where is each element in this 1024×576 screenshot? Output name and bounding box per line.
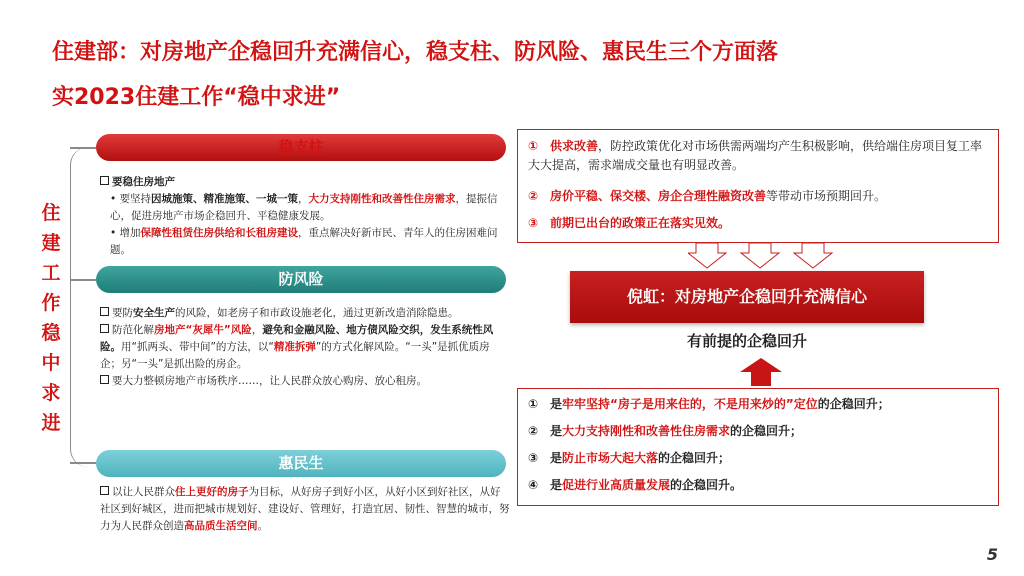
bracket-line (70, 147, 97, 467)
page-title-line2: 实2023住建工作“稳中求进” (52, 85, 341, 110)
item-number: ① (528, 397, 539, 411)
text: 要防 (112, 307, 133, 319)
highlight-text: 房价平稳、保交楼、房企合理性融资改善 (550, 189, 767, 203)
text: ， (298, 193, 309, 205)
bold-text: 安全生产 (133, 307, 175, 319)
text: 以让人民群众 (112, 486, 175, 498)
checkbox-square-icon (100, 375, 109, 384)
vertical-char: 中 (41, 352, 61, 374)
down-arrow-icon (741, 243, 779, 268)
bottom-right-box (517, 388, 999, 506)
text: ，重点解决好新市民、青年人的住房困难问题。 (110, 227, 498, 256)
list-item (528, 395, 990, 414)
top-right-box (517, 129, 999, 243)
checkbox-square-icon (100, 176, 109, 185)
checkbox-square-icon (100, 486, 109, 495)
highlight-text: 房地产“灰犀牛”风险 (154, 324, 252, 336)
list-item (528, 422, 990, 441)
text: 用“抓两头、带中间”的方法，以“ (121, 341, 274, 353)
vertical-char: 住 (41, 202, 61, 224)
list-item (528, 449, 990, 468)
text: 是 (550, 478, 563, 492)
vertical-label (38, 198, 64, 438)
section-header-wenzhizhu: 稳支柱 (96, 134, 506, 161)
highlight-text: 前期已出台的政策正在落实见效。 (550, 216, 731, 230)
text: 是 (550, 451, 563, 465)
text: 的风险，如老房子和市政设施老化，通过更新改造消除隐患。 (175, 307, 459, 319)
vertical-char: 进 (41, 412, 61, 434)
item-number: ④ (528, 478, 539, 492)
section-body-fangfengxian (100, 305, 510, 390)
text: ”的方式化解风险。“一头”是抓优质房企；另“一头”是抓出险的房企。 (100, 341, 490, 370)
highlight-text: 大力支持刚性和改善性住房需求 (562, 424, 731, 438)
bracket-tick (70, 147, 96, 149)
page-number: 5 (986, 545, 998, 564)
highlight-text: 大力支持刚性和改善性住房需求 (308, 193, 456, 205)
highlight-text: 供求改善 (550, 139, 599, 153)
text: 增加 (119, 227, 141, 239)
highlight-text: 精准拆弹 (273, 341, 316, 353)
page-title-line1: 住建部：对房地产企稳回升充满信心，稳支柱、防风险、惠民生三个方面落 (52, 40, 779, 65)
text: 是 (550, 397, 563, 411)
item-number: ② (528, 424, 539, 438)
checkbox-square-icon (100, 307, 109, 316)
bold-text: 避免和金融风险、地方债风险交织，发生系统性风险。 (100, 324, 494, 353)
down-arrows-icon (688, 241, 848, 271)
text: 的企稳回升； (817, 397, 890, 411)
section-body-huiminsheng (100, 484, 510, 535)
highlight-text: 防止市场大起大落 (562, 451, 659, 465)
vertical-char: 工 (41, 262, 61, 284)
highlight-text: 住上更好的房子 (175, 486, 249, 498)
item-number: ③ (528, 451, 539, 465)
text: ， (251, 324, 263, 336)
list-item (528, 137, 990, 175)
text: 防范化解 (112, 324, 154, 336)
text: ，提振信心，促进房地产市场企稳回升、平稳健康发展。 (110, 193, 498, 222)
bold-text: 因城施策、精准施策、一城一策 (151, 193, 299, 205)
center-banner: 倪虹：对房地产企稳回升充满信心 (570, 271, 924, 323)
text: 。 (257, 520, 268, 532)
text: 要大力整顿房地产市场秩序……，让人民群众放心购房、放心租房。 (112, 375, 427, 387)
text: 的企稳回升； (730, 424, 803, 438)
highlight-text: 高品质生活空间 (184, 520, 258, 532)
up-arrow-icon (739, 357, 783, 387)
section-body-wenzhizhu: 要稳住房地产 • 要坚持因城施策、精准施策、一城一策，大力支持刚性和改善性住房需求，提振信心，促进房地产市场企稳回升、平稳健康发展。 • 增加保障性租赁住房供给和长租房建设，重点解决好新市民、青年人的住房困难问题。 (100, 174, 510, 259)
text: 要坚持 (119, 193, 152, 205)
vertical-char: 求 (41, 382, 61, 404)
highlight-text: 保障性租赁住房供给和长租房建设 (140, 227, 299, 239)
section-header-fangfengxian: 防风险 (96, 266, 506, 293)
highlight-text: 促进行业高质量发展 (562, 478, 671, 492)
section-heading: 要稳住房地产 (112, 176, 175, 188)
subtitle: 有前提的企稳回升 (686, 332, 807, 350)
bracket-tick (70, 279, 96, 281)
text: ，防控政策优化对市场供需两端均产生积极影响，供给端住房项目复工率大大提高，需求端成交量也有明显改善。 (528, 139, 983, 172)
section-header-huiminsheng: 惠民生 (96, 450, 506, 477)
list-item (528, 214, 990, 233)
text: 的企稳回升。 (670, 478, 743, 492)
item-number: ③ (528, 216, 539, 230)
vertical-char: 稳 (41, 322, 61, 344)
vertical-char: 建 (41, 232, 61, 254)
item-number: ① (528, 139, 539, 153)
down-arrow-icon (688, 243, 726, 268)
item-number: ② (528, 189, 539, 203)
checkbox-square-icon (100, 324, 109, 333)
text: 的企稳回升； (658, 451, 731, 465)
down-arrow-icon (794, 243, 832, 268)
text: 是 (550, 424, 563, 438)
bracket-tick (70, 462, 96, 464)
list-item (528, 476, 990, 495)
text: 等带动市场预期回升。 (766, 189, 887, 203)
highlight-text: 牢牢坚持“房子是用来住的，不是用来炒的”定位 (562, 397, 818, 411)
list-item (528, 187, 990, 206)
text: 为目标，从好房子到好小区，从好小区到好社区，从好社区到好城区，进而把城市规划好、建设好、管理好，打造宜居、韧性、智慧的城市，努力为人民群众创造 (100, 486, 510, 532)
vertical-char: 作 (41, 292, 61, 314)
